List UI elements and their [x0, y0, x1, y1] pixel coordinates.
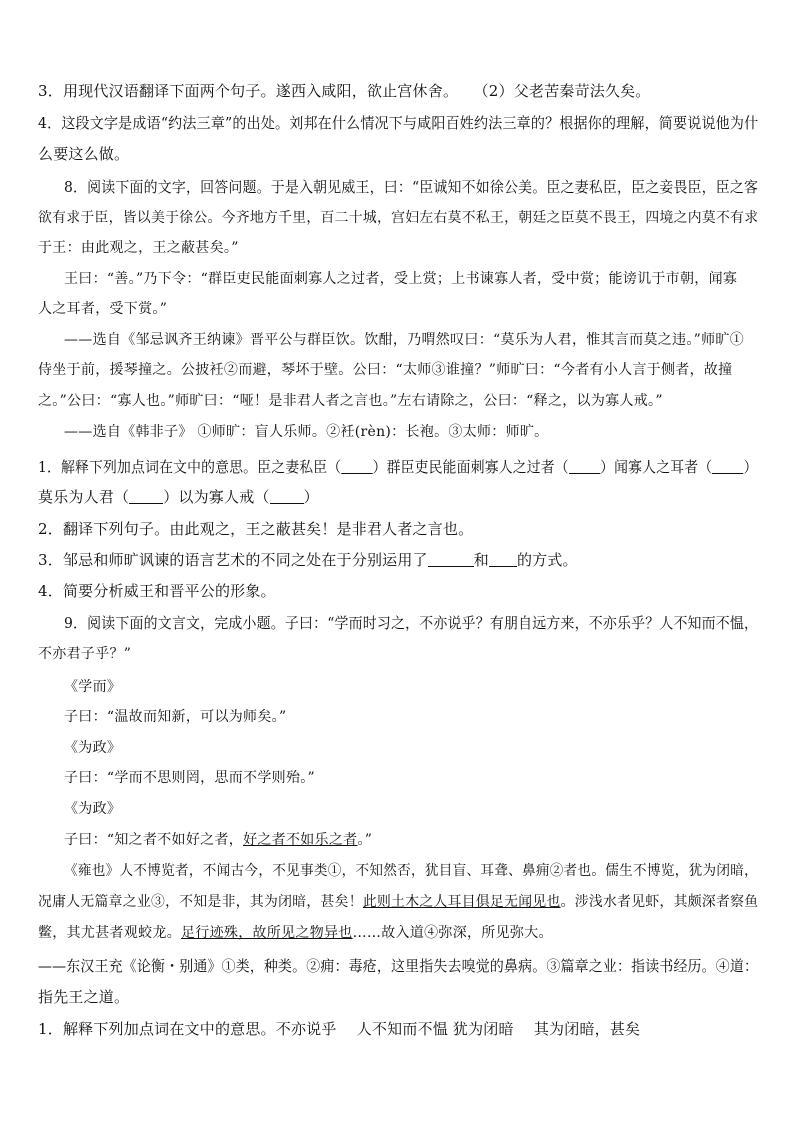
passage-8-line-2: 欲有求于臣，皆以美于徐公。今齐地方千里，百二十城，宫妇左右莫不私王，朝廷之臣莫不畏王，四境之内莫不有求: [38, 210, 759, 226]
q8-3-text-a: 3．邹忌和师旷讽谏的语言艺术的不同之处在于分别运用了: [38, 551, 428, 569]
passage-9-line-11: [38, 922, 553, 944]
q8-3-text-c: 的方式。: [516, 551, 578, 569]
passage-9-line-2: 不亦君子乎？”: [38, 646, 132, 662]
passage-8-line-1: 8．阅读下面的文字，回答问题。于是入朝见威王，曰：“臣诚知不如徐公美。臣之妻私臣，臣之妾畏臣，臣之客: [64, 178, 759, 196]
passage-9-line-13: 指先王之道。: [38, 988, 130, 1006]
passage-9-line-10: [38, 891, 758, 913]
q8-3-text-b: 和: [473, 551, 489, 569]
passage-8-line-9: ——选自《韩非子》 ①师旷：盲人乐师。②衽(rèn)：长袍。③太师：师旷。: [64, 424, 549, 440]
p9-line-8-underlined: 好之者不如乐之者: [243, 832, 358, 848]
question-9-1: 1．解释下列加点词在文中的意思。不亦说乎 人不知而不愠 犹为闭暗 其为闭暗，甚矣: [38, 1020, 641, 1038]
question-8-4: 4．简要分析威王和晋平公的形象。: [38, 582, 276, 600]
passage-9-line-12: ——东汉王充《论衡・别通》①类，种类。②痈：毒疮，这里指失去嗅觉的鼻病。③篇章之业：指读书经历。④道：: [38, 957, 759, 975]
q8-1-text-g: ）: [303, 488, 319, 506]
p9-line-10-a: 况庸人无篇章之业③，不知是非，其为闭暗，甚矣！: [38, 894, 363, 910]
q8-1-text-d: ）: [743, 458, 758, 476]
q8-1-text-f: ）以为寡人戒（: [163, 488, 270, 506]
answer-blank-1[interactable]: [341, 459, 372, 474]
passage-8-line-7: 侍坐于前，援琴撞之。公披衽②而避，琴坏于壁。公曰：“太师③谁撞？”师旷曰：“今者有小人言于侧者，故撞: [38, 362, 733, 378]
p9-line-10-underlined: 此则土木之人耳目俱足无闻见也: [362, 894, 561, 910]
answer-blank-5[interactable]: [270, 489, 304, 504]
passage-9-line-8: [64, 829, 372, 851]
passage-8-line-4: 王曰：“善。”乃下令：“群臣吏民能面刺寡人之过者，受上赏；上书谏寡人者，受中赏；能谤讥于市朝，闻寡: [64, 271, 738, 287]
question-8-1-line-1: [38, 456, 758, 478]
passage-8-line-6: ——选自《邹忌讽齐王纳谏》晋平公与群臣饮。饮酣，乃喟然叹曰：“莫乐为人君，惟其言而莫之违。”师旷①: [64, 332, 745, 348]
p9-line-11-c: ……故入道④弥深，所见弥大。: [352, 925, 553, 941]
q8-1-text-e: 莫乐为人君（: [38, 488, 130, 506]
question-8-1-line-2: [38, 486, 319, 508]
passage-8-line-3: 于王：由此观之，王之蔽甚矣。”: [38, 240, 239, 256]
p9-line-11-underlined: 足行迹殊，故所见之物异也: [181, 925, 353, 941]
p9-line-8-c: 。”: [357, 832, 373, 848]
passage-9-line-1: 9．阅读下面的文言文，完成小题。子曰：“学而时习之，不亦说乎？有朋自远方来，不亦乐乎？人不知而不愠，: [64, 614, 759, 632]
answer-blank-6[interactable]: [428, 552, 474, 567]
q8-1-text-a: 1．解释下列加点词在文中的意思。臣之妻私臣（: [38, 458, 342, 476]
p9-line-11-a: 鳖，其尤甚者观蛟龙。: [38, 925, 181, 941]
question-3-translate: 3．用现代汉语翻译下面两个句子。遂西入咸阳，欲止宫休舍。 （2）父老苦秦苛法久矣。: [38, 82, 651, 100]
passage-9-line-5: 《为政》: [64, 740, 122, 756]
passage-9-line-4: 子曰：“温故而知新，可以为师矣。”: [64, 709, 287, 725]
passage-8-line-5: 人之耳者，受下赏。”: [38, 301, 168, 317]
question-4-line-1: 4．这段文字是成语“约法三章”的出处。刘邦在什么情况下与咸阳百姓约法三章的？根据你的理解，简要说说他为什: [38, 114, 759, 132]
answer-blank-3[interactable]: [712, 459, 743, 474]
passage-8-line-8: 之。”公曰：“寡人也。”师旷曰：“哑！是非君人者之言也。”左右请除之，公曰：“释之，以为寡人戒。”: [38, 393, 663, 409]
passage-9-line-3: 《学而》: [64, 679, 122, 695]
answer-blank-7[interactable]: [489, 552, 517, 567]
q8-1-text-c: ）闻寡人之耳者（: [600, 458, 713, 476]
passage-9-line-9: 《雍也》人不博览者，不闻古今，不见事类①，不知然否，犹目盲、耳聋、鼻痈②者也。儒生不博览，犹为闭暗，: [64, 863, 758, 879]
passage-9-line-7: 《为政》: [64, 801, 122, 817]
question-8-3: [38, 549, 578, 571]
q8-1-text-b: ）群臣吏民能面刺寡人之过者（: [372, 458, 569, 476]
answer-blank-4[interactable]: [129, 489, 163, 504]
p9-line-10-c: 。涉浅水者见虾，其颇深者察鱼: [560, 894, 759, 910]
p9-line-8-a: 子曰：“知之者不如好之者，: [64, 832, 244, 848]
answer-blank-2[interactable]: [569, 459, 600, 474]
question-8-2: 2．翻译下列句子。由此观之，王之蔽甚矣！是非君人者之言也。: [38, 520, 474, 538]
passage-9-line-6: 子曰：“学而不思则罔，思而不学则殆。”: [64, 770, 316, 786]
question-4-line-2: 么要这么做。: [38, 145, 130, 163]
